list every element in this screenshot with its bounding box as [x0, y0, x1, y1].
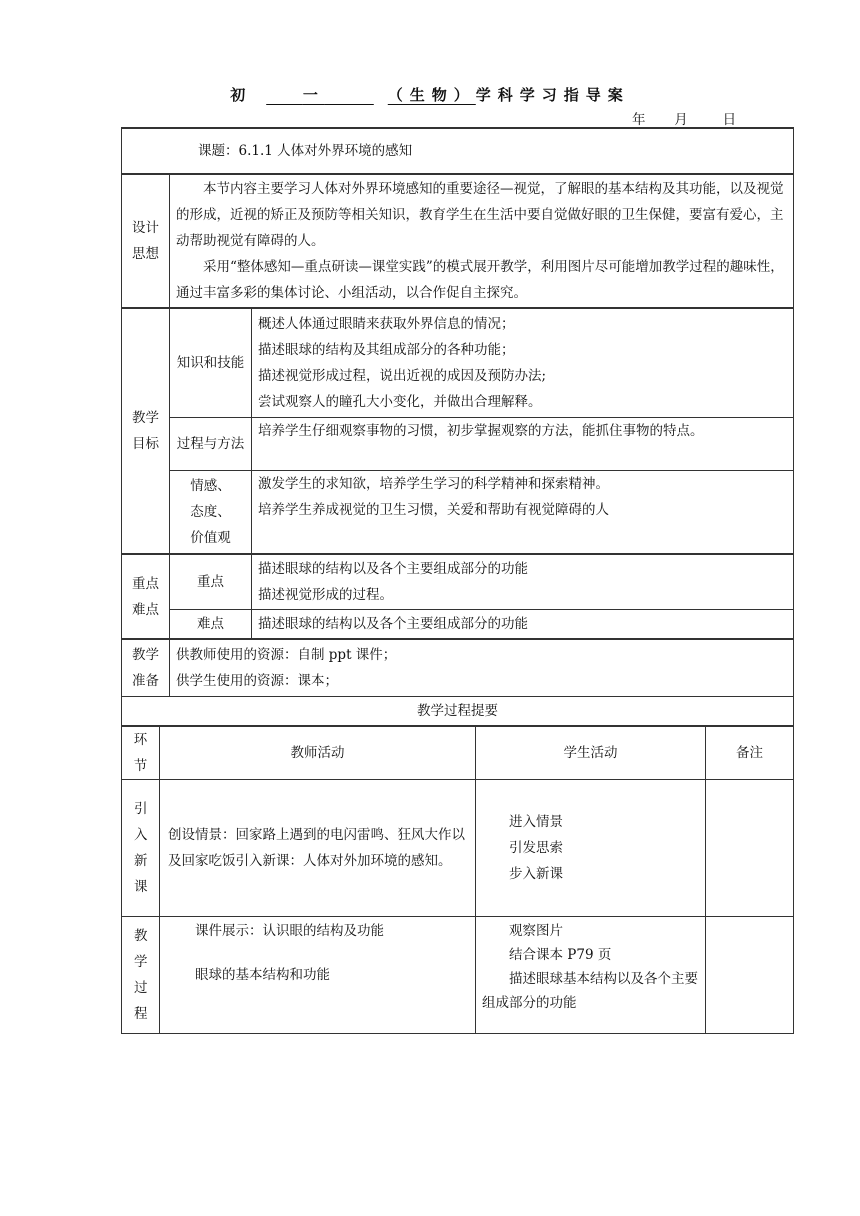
student-activity [476, 917, 706, 1034]
knowledge-label: 知识和技能 [170, 308, 252, 418]
teacher-activity-item: 课件展示：认识眼的结构及功能 [195, 923, 384, 939]
key-points-label: 重点难点 [122, 554, 170, 639]
teacher-activity-item: 眼球的基本结构和功能 [195, 967, 330, 983]
process-label: 过程与方法 [170, 418, 252, 471]
date-day: 日 [722, 112, 737, 128]
date-year: 年 [632, 112, 646, 128]
header-teacher: 教师活动 [160, 727, 476, 780]
header-stage: 环节 [122, 727, 160, 780]
key-item: 描述眼球的结构以及各个主要组成部分的功能 [258, 561, 528, 577]
knowledge-item: 概述人体通过眼睛来获取外界信息的情况； [258, 316, 515, 332]
emotion-items [252, 471, 794, 555]
knowledge-items [252, 308, 794, 418]
objectives-process-row [122, 418, 794, 471]
difficult-item: 描述眼球的结构以及各个主要组成部分的功能 [252, 610, 794, 640]
knowledge-item: 描述眼球的结构及其组成部分的各种功能； [258, 342, 515, 358]
process-row-main [122, 917, 794, 1034]
emotion-label-line: 态度、 [190, 504, 231, 520]
design-content [170, 174, 794, 308]
student-activity-item: 进入情景 [509, 814, 563, 830]
preparation-item: 供学生使用的资源：课本； [176, 673, 338, 689]
key-label: 重点 [170, 554, 252, 610]
date-line [632, 108, 736, 128]
process-title-row [122, 697, 794, 726]
process-header-row [122, 727, 794, 780]
design-label: 设计思想 [122, 174, 170, 308]
subject-text: （生物） [387, 86, 476, 104]
emotion-label [170, 471, 252, 555]
process-table [121, 726, 794, 1034]
page-title [0, 84, 860, 105]
lesson-plan-sheet [121, 127, 793, 1034]
objectives-label: 教学目标 [122, 308, 170, 554]
process-section-title: 教学过程提要 [122, 697, 794, 726]
lesson-plan-table [121, 127, 794, 726]
emotion-item: 培养学生养成视觉的卫生习惯，关爱和帮助有视觉障碍的人 [258, 502, 609, 518]
difficult-label: 难点 [170, 610, 252, 640]
stage-cell: 引入新课 [122, 780, 160, 917]
topic-row [122, 128, 794, 174]
student-activity-item: 引发思索 [509, 840, 563, 856]
student-activity [476, 780, 706, 917]
student-activity-item: 描述眼球基本结构以及各个主要组成部分的功能 [482, 971, 698, 1011]
key-item: 描述视觉形成的过程。 [258, 587, 393, 603]
date-month: 月 [674, 112, 688, 128]
title-prefix: 初 [230, 86, 253, 104]
key-point-row [122, 554, 794, 610]
header-notes: 备注 [706, 727, 794, 780]
teacher-activity: 创设情景：回家路上遇到的电闪雷鸣、狂风大作以及回家吃饭引入新课：人体对外加环境的感知。 [160, 780, 476, 917]
design-paragraph: 本节内容主要学习人体对外界环境感知的重要途径—视觉，了解眼的基本结构及其功能，以及视觉的形成，近视的矫正及预防等相关知识，教育学生在生活中要自觉做好眼的卫生保健，要富有爱心，主动帮助视觉有障碍的人。 [176, 181, 784, 249]
emotion-label-line: 价值观 [190, 530, 231, 546]
preparation-label: 教学准备 [122, 639, 170, 697]
knowledge-item: 尝试观察人的瞳孔大小变化，并做出合理解释。 [258, 394, 542, 410]
grade-blank [266, 86, 374, 104]
objectives-emotion-row [122, 471, 794, 555]
teacher-activity [160, 917, 476, 1034]
student-activity-item: 观察图片 [509, 923, 563, 939]
process-item: 培养学生仔细观察事物的习惯，初步掌握观察的方法，能抓住事物的特点。 [252, 418, 794, 471]
header-student: 学生活动 [476, 727, 706, 780]
difficult-point-row [122, 610, 794, 640]
emotion-label-line: 情感、 [190, 478, 231, 494]
design-row [122, 174, 794, 308]
process-row-intro [122, 780, 794, 917]
key-items [252, 554, 794, 610]
preparation-item: 供教师使用的资源：自制 ppt 课件； [176, 647, 397, 663]
lesson-topic: 课题：6.1.1 人体对外界环境的感知 [122, 128, 794, 174]
stage-cell: 教学过程 [122, 917, 160, 1034]
preparation-items [170, 639, 794, 697]
title-suffix: 学科学习指导案 [475, 86, 630, 104]
student-activity-item: 步入新课 [509, 866, 563, 882]
knowledge-item: 描述视觉形成过程，说出近视的成因及预防办法; [258, 368, 547, 384]
grade-text: 一 [302, 86, 325, 104]
preparation-row [122, 639, 794, 697]
notes-cell [706, 780, 794, 917]
objectives-knowledge-row [122, 308, 794, 418]
notes-cell [706, 917, 794, 1034]
design-paragraph: 采用“整体感知—重点研读—课堂实践”的模式展开教学，利用图片尽可能增加教学过程的趣味性，通过丰富多彩的集体讨论、小组活动，以合作促自主探究。 [176, 259, 784, 301]
emotion-item: 激发学生的求知欲，培养学生学习的科学精神和探索精神。 [258, 476, 609, 492]
student-activity-item: 结合课本 P79 页 [509, 947, 612, 963]
